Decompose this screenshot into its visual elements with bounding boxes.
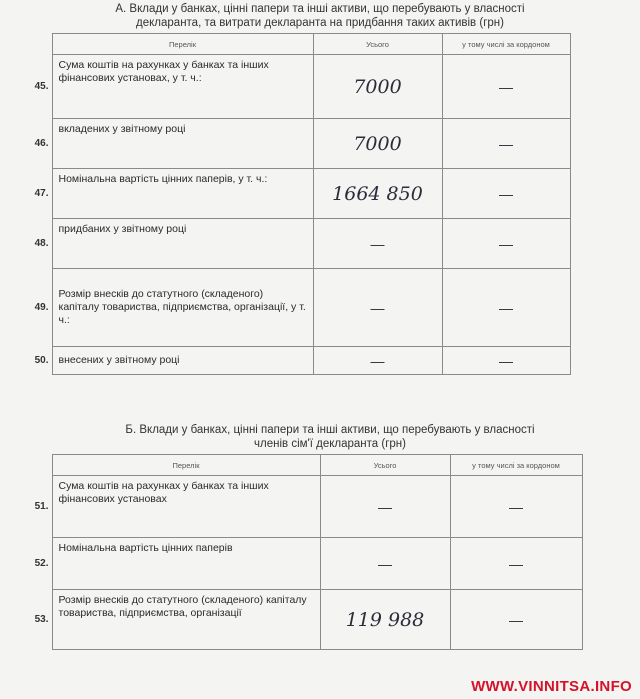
row-label: Номінальна вартість цінних паперів xyxy=(52,538,320,590)
row-abroad: — xyxy=(450,476,582,538)
section-b-title xyxy=(40,423,620,451)
table-header-row xyxy=(20,34,570,55)
section-a-title-line1: А. Вклади у банках, цінні папери та інші активи, що перебувають у власності xyxy=(115,3,525,15)
table-header-row xyxy=(20,455,582,476)
section-b-table xyxy=(20,454,583,650)
table-row xyxy=(20,55,570,119)
row-abroad: — xyxy=(442,119,570,169)
row-number: 51. xyxy=(34,501,49,512)
row-number: 45. xyxy=(34,81,49,92)
header-abroad: у тому числі за кордоном xyxy=(442,34,570,55)
row-total: 7000 xyxy=(313,55,442,119)
table-row xyxy=(20,269,570,347)
row-total: 1664 850 xyxy=(313,169,442,219)
row-number: 52. xyxy=(34,558,49,569)
row-number: 53. xyxy=(34,614,49,625)
section-a-title xyxy=(30,2,610,30)
row-abroad: — xyxy=(450,538,582,590)
row-abroad: — xyxy=(442,347,570,375)
row-abroad: — xyxy=(450,590,582,650)
row-number: 50. xyxy=(34,355,49,366)
row-label: внесених у звітному році xyxy=(52,347,313,375)
row-label: Номінальна вартість цінних паперів, у т. ч.: xyxy=(52,169,313,219)
header-abroad: у тому числі за кордоном xyxy=(450,455,582,476)
section-a-table xyxy=(20,33,571,375)
row-label: Сума коштів на рахунках у банках та інших фінансових установах xyxy=(52,476,320,538)
header-item: Перелік xyxy=(52,455,320,476)
header-item: Перелік xyxy=(52,34,313,55)
row-number: 46. xyxy=(34,138,49,149)
row-number: 49. xyxy=(34,302,49,313)
watermark-logo: WWW.VINNITSA.INFO xyxy=(471,678,632,695)
row-label: Розмір внесків до статутного (складеного) капіталу товариства, підприємства, організації xyxy=(52,590,320,650)
section-a-title-line2: декларанта, та витрати декларанта на придбання таких активів (грн) xyxy=(136,17,504,29)
row-label: Сума коштів на рахунках у банках та інших фінансових установах, у т. ч.: xyxy=(52,55,313,119)
row-abroad: — xyxy=(442,269,570,347)
row-abroad: — xyxy=(442,55,570,119)
row-total: — xyxy=(320,476,450,538)
section-b-title-line1: Б. Вклади у банках, цінні папери та інші активи, що перебувають у власності xyxy=(125,424,535,436)
table-row xyxy=(20,219,570,269)
header-total: Усього xyxy=(320,455,450,476)
row-number: 47. xyxy=(34,188,49,199)
row-total: 7000 xyxy=(313,119,442,169)
row-total: — xyxy=(313,347,442,375)
row-total: — xyxy=(313,269,442,347)
row-label: вкладених у звітному році xyxy=(52,119,313,169)
table-row xyxy=(20,590,582,650)
table-row xyxy=(20,169,570,219)
row-total: — xyxy=(313,219,442,269)
row-abroad: — xyxy=(442,219,570,269)
table-row xyxy=(20,119,570,169)
row-number: 48. xyxy=(34,238,49,249)
row-abroad: — xyxy=(442,169,570,219)
row-total: 119 988 xyxy=(320,590,450,650)
header-total: Усього xyxy=(313,34,442,55)
section-b-title-line2: членів сім'ї декларанта (грн) xyxy=(254,438,406,450)
row-total: — xyxy=(320,538,450,590)
table-row xyxy=(20,476,582,538)
row-label: Розмір внесків до статутного (складеного) капіталу товариства, підприємства, організації, у т. ч.: xyxy=(52,269,313,347)
table-row xyxy=(20,538,582,590)
row-label: придбаних у звітному році xyxy=(52,219,313,269)
table-row xyxy=(20,347,570,375)
